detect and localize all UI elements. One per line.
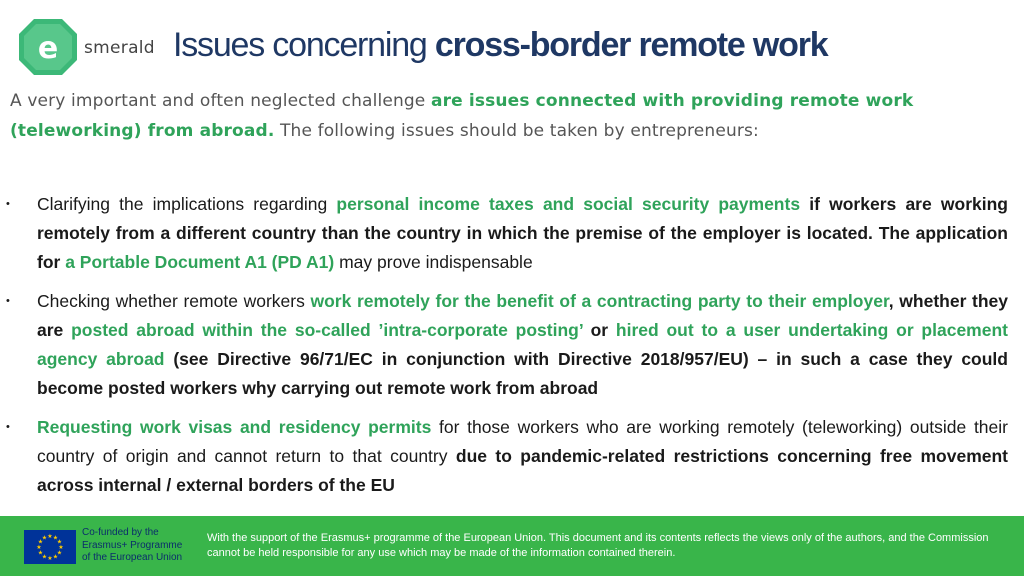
svg-text:★: ★	[47, 555, 53, 562]
bold-run: or	[582, 320, 616, 340]
esmerald-emblem-icon	[18, 18, 78, 76]
disclaimer-text: With the support of the Erasmus+ programme of the European Union. This document and its contents reflects the views only of the authors, and the Commission cannot be held responsible for any use which may be made of the information contained therein.	[207, 532, 989, 559]
svg-text:★: ★	[58, 544, 64, 551]
highlight-run: posted abroad within the so-called ’intra-corporate posting’	[71, 320, 583, 340]
list-item	[0, 190, 1024, 277]
svg-text:★: ★	[52, 553, 59, 561]
intro-part1: A very important and often neglected challenge	[10, 91, 431, 111]
text-run: Clarifying the implications regarding	[37, 194, 337, 214]
svg-text:★: ★	[56, 549, 63, 557]
highlight-run: personal income taxes and social security payments	[336, 194, 801, 214]
issues-list	[0, 190, 1024, 510]
eu-cofunded-label	[82, 527, 202, 565]
svg-text:★: ★	[56, 538, 63, 546]
list-item	[0, 413, 1024, 500]
eu-flag-icon	[24, 530, 76, 564]
bold-run: due to pandemic-related restrictions concerning free movement across internal / external borders of the EU	[37, 446, 1008, 495]
bold-run: (see Directive 96/71/EC in conjunction with Directive 2018/957/EU) – in such a case they could become posted workers why carrying out remote work from abroad	[37, 349, 1008, 398]
page-title	[173, 26, 827, 65]
esmerald-logo	[18, 18, 155, 76]
bullet-icon: •	[6, 295, 10, 307]
intro-paragraph	[10, 86, 1010, 146]
list-item	[0, 287, 1024, 403]
highlight-run: work remotely for the benefit of a contracting party to their employer	[310, 291, 889, 311]
text-run: for those workers who are working remotely (teleworking) outside their country of origin and cannot return to that country	[37, 417, 1008, 466]
svg-text:★: ★	[36, 544, 42, 551]
intro-part2: The following issues should be taken by entrepreneurs:	[274, 121, 759, 141]
bullet-icon: •	[6, 198, 10, 210]
svg-text:★: ★	[41, 553, 48, 561]
bold-run: , whether they are	[37, 291, 1009, 340]
highlight-run: a Portable Document A1 (PD A1)	[65, 252, 335, 272]
svg-text:★: ★	[47, 533, 53, 540]
text-run: Checking whether remote workers	[37, 291, 311, 311]
highlight-run: Requesting work visas and residency permits	[37, 417, 432, 437]
highlight-run: hired out to a user undertaking or placement agency abroad	[37, 320, 1008, 369]
bullet-icon: •	[6, 421, 10, 433]
title-regular: Issues concerning	[173, 26, 435, 64]
eu-line: Co-funded by the	[82, 527, 159, 538]
intro-highlight: are issues connected with providing remote work (teleworking) from abroad.	[10, 91, 914, 141]
eu-line: Erasmus+ Programme	[82, 539, 183, 551]
title-bold: cross-border remote work	[434, 26, 828, 64]
svg-text:★: ★	[37, 549, 44, 557]
logo-wordmark: smerald	[84, 38, 155, 58]
svg-text:★: ★	[41, 534, 48, 542]
logo-letter: e	[37, 31, 59, 66]
footer-bar	[0, 516, 1024, 576]
text-run: may prove indispensable	[334, 252, 533, 272]
svg-text:★: ★	[52, 534, 59, 542]
eu-line: of the European Union	[82, 552, 183, 563]
svg-text:★: ★	[37, 538, 44, 546]
bold-run: if workers are working remotely from a different country than the country in which the premise of the employer is located. The application for	[37, 194, 1008, 272]
